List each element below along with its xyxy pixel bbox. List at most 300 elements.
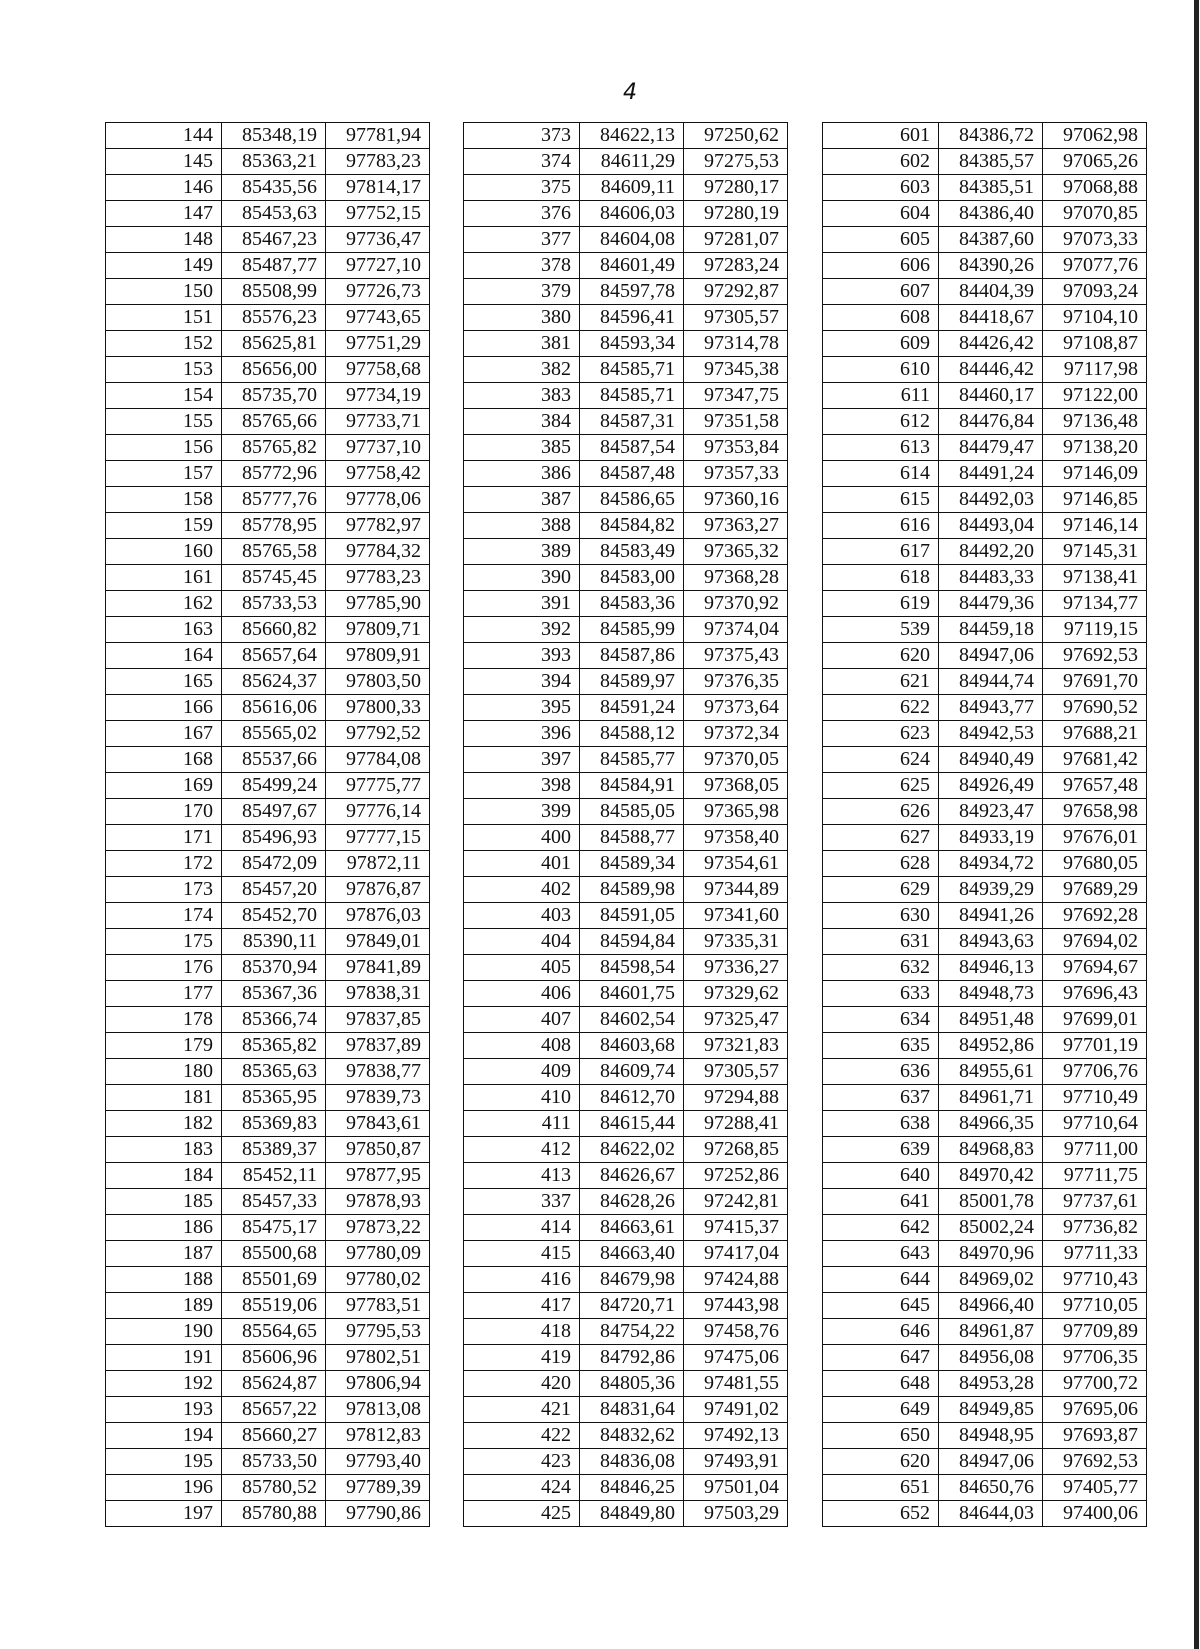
point-number: 620 <box>823 643 939 669</box>
point-number: 396 <box>464 721 580 747</box>
table-row <box>106 331 430 357</box>
point-number: 379 <box>464 279 580 305</box>
x-coordinate: 84583,36 <box>580 591 684 617</box>
y-coordinate: 97680,05 <box>1043 851 1147 877</box>
table-row <box>106 1345 430 1371</box>
table-row <box>464 383 788 409</box>
x-coordinate: 84947,06 <box>939 643 1043 669</box>
x-coordinate: 85576,23 <box>222 305 326 331</box>
y-coordinate: 97280,17 <box>684 175 788 201</box>
x-coordinate: 84390,26 <box>939 253 1043 279</box>
x-coordinate: 84601,49 <box>580 253 684 279</box>
x-coordinate: 85435,56 <box>222 175 326 201</box>
table-row <box>823 955 1147 981</box>
y-coordinate: 97104,10 <box>1043 305 1147 331</box>
point-number: 625 <box>823 773 939 799</box>
point-number: 383 <box>464 383 580 409</box>
point-number: 185 <box>106 1189 222 1215</box>
y-coordinate: 97676,01 <box>1043 825 1147 851</box>
table-row <box>464 1371 788 1397</box>
x-coordinate: 85657,22 <box>222 1397 326 1423</box>
point-number: 386 <box>464 461 580 487</box>
x-coordinate: 84939,29 <box>939 877 1043 903</box>
x-coordinate: 84953,28 <box>939 1371 1043 1397</box>
table-row <box>106 1371 430 1397</box>
point-number: 619 <box>823 591 939 617</box>
table-row <box>464 149 788 175</box>
y-coordinate: 97368,05 <box>684 773 788 799</box>
point-number: 373 <box>464 123 580 149</box>
table-row <box>464 955 788 981</box>
y-coordinate: 97780,02 <box>326 1267 430 1293</box>
point-number: 196 <box>106 1475 222 1501</box>
x-coordinate: 85365,63 <box>222 1059 326 1085</box>
y-coordinate: 97136,48 <box>1043 409 1147 435</box>
point-number: 164 <box>106 643 222 669</box>
y-coordinate: 97138,20 <box>1043 435 1147 461</box>
x-coordinate: 85365,82 <box>222 1033 326 1059</box>
x-coordinate: 85453,63 <box>222 201 326 227</box>
x-coordinate: 85001,78 <box>939 1189 1043 1215</box>
x-coordinate: 84586,65 <box>580 487 684 513</box>
table-row <box>823 1267 1147 1293</box>
point-number: 601 <box>823 123 939 149</box>
y-coordinate: 97108,87 <box>1043 331 1147 357</box>
table-row <box>464 643 788 669</box>
x-coordinate: 84626,67 <box>580 1163 684 1189</box>
x-coordinate: 84951,48 <box>939 1007 1043 1033</box>
x-coordinate: 84933,19 <box>939 825 1043 851</box>
point-number: 192 <box>106 1371 222 1397</box>
point-number: 398 <box>464 773 580 799</box>
point-number: 633 <box>823 981 939 1007</box>
point-number: 154 <box>106 383 222 409</box>
y-coordinate: 97688,21 <box>1043 721 1147 747</box>
x-coordinate: 84386,72 <box>939 123 1043 149</box>
y-coordinate: 97693,87 <box>1043 1423 1147 1449</box>
x-coordinate: 84598,54 <box>580 955 684 981</box>
point-number: 622 <box>823 695 939 721</box>
y-coordinate: 97743,65 <box>326 305 430 331</box>
point-number: 648 <box>823 1371 939 1397</box>
point-number: 634 <box>823 1007 939 1033</box>
point-number: 422 <box>464 1423 580 1449</box>
table-row <box>464 1189 788 1215</box>
point-number: 176 <box>106 955 222 981</box>
point-number: 611 <box>823 383 939 409</box>
coordinate-table-1 <box>105 122 430 1527</box>
table-row <box>106 1163 430 1189</box>
x-coordinate: 84593,34 <box>580 331 684 357</box>
x-coordinate: 84404,39 <box>939 279 1043 305</box>
y-coordinate: 97700,72 <box>1043 1371 1147 1397</box>
point-number: 174 <box>106 903 222 929</box>
x-coordinate: 84970,42 <box>939 1163 1043 1189</box>
point-number: 194 <box>106 1423 222 1449</box>
x-coordinate: 84926,49 <box>939 773 1043 799</box>
table-row <box>464 1345 788 1371</box>
y-coordinate: 97809,91 <box>326 643 430 669</box>
table-row <box>464 1397 788 1423</box>
y-coordinate: 97321,83 <box>684 1033 788 1059</box>
table-row <box>823 1033 1147 1059</box>
table-row <box>823 201 1147 227</box>
y-coordinate: 97275,53 <box>684 149 788 175</box>
y-coordinate: 97458,76 <box>684 1319 788 1345</box>
x-coordinate: 84492,03 <box>939 487 1043 513</box>
point-number: 621 <box>823 669 939 695</box>
point-number: 618 <box>823 565 939 591</box>
x-coordinate: 84583,00 <box>580 565 684 591</box>
x-coordinate: 85497,67 <box>222 799 326 825</box>
y-coordinate: 97802,51 <box>326 1345 430 1371</box>
table-row <box>823 903 1147 929</box>
point-number: 409 <box>464 1059 580 1085</box>
x-coordinate: 85452,70 <box>222 903 326 929</box>
y-coordinate: 97400,06 <box>1043 1501 1147 1527</box>
y-coordinate: 97736,82 <box>1043 1215 1147 1241</box>
y-coordinate: 97305,57 <box>684 305 788 331</box>
y-coordinate: 97305,57 <box>684 1059 788 1085</box>
point-number: 169 <box>106 773 222 799</box>
y-coordinate: 97370,05 <box>684 747 788 773</box>
x-coordinate: 84679,98 <box>580 1267 684 1293</box>
x-coordinate: 85606,96 <box>222 1345 326 1371</box>
point-number: 177 <box>106 981 222 1007</box>
table-row <box>464 1501 788 1527</box>
table-row <box>106 981 430 1007</box>
y-coordinate: 97070,85 <box>1043 201 1147 227</box>
y-coordinate: 97681,42 <box>1043 747 1147 773</box>
x-coordinate: 84426,42 <box>939 331 1043 357</box>
y-coordinate: 97780,09 <box>326 1241 430 1267</box>
x-coordinate: 84584,91 <box>580 773 684 799</box>
table-row <box>464 851 788 877</box>
y-coordinate: 97424,88 <box>684 1267 788 1293</box>
x-coordinate: 85745,45 <box>222 565 326 591</box>
point-number: 402 <box>464 877 580 903</box>
point-number: 197 <box>106 1501 222 1527</box>
point-number: 145 <box>106 149 222 175</box>
x-coordinate: 84622,02 <box>580 1137 684 1163</box>
table-row <box>106 1475 430 1501</box>
table-row <box>823 1137 1147 1163</box>
x-coordinate: 85656,00 <box>222 357 326 383</box>
table-row <box>106 1293 430 1319</box>
table-row <box>823 279 1147 305</box>
y-coordinate: 97694,02 <box>1043 929 1147 955</box>
x-coordinate: 85499,24 <box>222 773 326 799</box>
y-coordinate: 97375,43 <box>684 643 788 669</box>
y-coordinate: 97357,33 <box>684 461 788 487</box>
table-row <box>823 721 1147 747</box>
table-row <box>464 1111 788 1137</box>
y-coordinate: 97710,64 <box>1043 1111 1147 1137</box>
y-coordinate: 97417,04 <box>684 1241 788 1267</box>
table-row <box>106 721 430 747</box>
table-row <box>464 123 788 149</box>
y-coordinate: 97692,53 <box>1043 1449 1147 1475</box>
x-coordinate: 85519,06 <box>222 1293 326 1319</box>
y-coordinate: 97775,77 <box>326 773 430 799</box>
table-row <box>823 331 1147 357</box>
point-number: 189 <box>106 1293 222 1319</box>
y-coordinate: 97838,31 <box>326 981 430 1007</box>
y-coordinate: 97877,95 <box>326 1163 430 1189</box>
point-number: 420 <box>464 1371 580 1397</box>
y-coordinate: 97358,40 <box>684 825 788 851</box>
x-coordinate: 84609,74 <box>580 1059 684 1085</box>
point-number: 539 <box>823 617 939 643</box>
x-coordinate: 84446,42 <box>939 357 1043 383</box>
point-number: 165 <box>106 669 222 695</box>
point-number: 403 <box>464 903 580 929</box>
y-coordinate: 97872,11 <box>326 851 430 877</box>
table-row <box>464 201 788 227</box>
x-coordinate: 84792,86 <box>580 1345 684 1371</box>
y-coordinate: 97699,01 <box>1043 1007 1147 1033</box>
table-row <box>823 409 1147 435</box>
table-row <box>106 1215 430 1241</box>
table-row <box>106 669 430 695</box>
y-coordinate: 97795,53 <box>326 1319 430 1345</box>
table-row <box>464 1007 788 1033</box>
table-row <box>464 487 788 513</box>
x-coordinate: 84594,84 <box>580 929 684 955</box>
table-row <box>823 461 1147 487</box>
y-coordinate: 97784,08 <box>326 747 430 773</box>
x-coordinate: 85501,69 <box>222 1267 326 1293</box>
x-coordinate: 84585,71 <box>580 357 684 383</box>
y-coordinate: 97737,10 <box>326 435 430 461</box>
y-coordinate: 97777,15 <box>326 825 430 851</box>
y-coordinate: 97709,89 <box>1043 1319 1147 1345</box>
x-coordinate: 84591,05 <box>580 903 684 929</box>
y-coordinate: 97283,24 <box>684 253 788 279</box>
x-coordinate: 85457,20 <box>222 877 326 903</box>
table-row <box>464 565 788 591</box>
x-coordinate: 84609,11 <box>580 175 684 201</box>
table-row <box>823 1371 1147 1397</box>
y-coordinate: 97329,62 <box>684 981 788 1007</box>
x-coordinate: 84849,80 <box>580 1501 684 1527</box>
y-coordinate: 97373,64 <box>684 695 788 721</box>
table-row <box>823 435 1147 461</box>
page-edge-line <box>1194 0 1199 1649</box>
point-number: 649 <box>823 1397 939 1423</box>
x-coordinate: 85467,23 <box>222 227 326 253</box>
point-number: 163 <box>106 617 222 643</box>
point-number: 650 <box>823 1423 939 1449</box>
table-row <box>106 435 430 461</box>
y-coordinate: 97692,28 <box>1043 903 1147 929</box>
y-coordinate: 97809,71 <box>326 617 430 643</box>
y-coordinate: 97793,40 <box>326 1449 430 1475</box>
x-coordinate: 85537,66 <box>222 747 326 773</box>
y-coordinate: 97726,73 <box>326 279 430 305</box>
table-row <box>464 1241 788 1267</box>
table-row <box>823 357 1147 383</box>
y-coordinate: 97138,41 <box>1043 565 1147 591</box>
table-row <box>106 1267 430 1293</box>
point-number: 425 <box>464 1501 580 1527</box>
point-number: 188 <box>106 1267 222 1293</box>
y-coordinate: 97146,09 <box>1043 461 1147 487</box>
y-coordinate: 97491,02 <box>684 1397 788 1423</box>
y-coordinate: 97843,61 <box>326 1111 430 1137</box>
point-number: 393 <box>464 643 580 669</box>
table-row <box>106 227 430 253</box>
y-coordinate: 97789,39 <box>326 1475 430 1501</box>
x-coordinate: 84923,47 <box>939 799 1043 825</box>
point-number: 160 <box>106 539 222 565</box>
y-coordinate: 97280,19 <box>684 201 788 227</box>
y-coordinate: 97850,87 <box>326 1137 430 1163</box>
table-row <box>823 929 1147 955</box>
y-coordinate: 97405,77 <box>1043 1475 1147 1501</box>
y-coordinate: 97711,00 <box>1043 1137 1147 1163</box>
table-row <box>464 799 788 825</box>
y-coordinate: 97145,31 <box>1043 539 1147 565</box>
x-coordinate: 84961,71 <box>939 1085 1043 1111</box>
x-coordinate: 84596,41 <box>580 305 684 331</box>
table-row <box>823 669 1147 695</box>
y-coordinate: 97837,85 <box>326 1007 430 1033</box>
x-coordinate: 84832,62 <box>580 1423 684 1449</box>
y-coordinate: 97792,52 <box>326 721 430 747</box>
point-number: 629 <box>823 877 939 903</box>
x-coordinate: 84606,03 <box>580 201 684 227</box>
table-row <box>823 1475 1147 1501</box>
x-coordinate: 85487,77 <box>222 253 326 279</box>
x-coordinate: 84934,72 <box>939 851 1043 877</box>
table-row <box>106 123 430 149</box>
x-coordinate: 84597,78 <box>580 279 684 305</box>
y-coordinate: 97268,85 <box>684 1137 788 1163</box>
point-number: 411 <box>464 1111 580 1137</box>
y-coordinate: 97737,61 <box>1043 1189 1147 1215</box>
point-number: 603 <box>823 175 939 201</box>
y-coordinate: 97122,00 <box>1043 383 1147 409</box>
table-row <box>823 1319 1147 1345</box>
table-row <box>106 565 430 591</box>
point-number: 408 <box>464 1033 580 1059</box>
point-number: 602 <box>823 149 939 175</box>
point-number: 413 <box>464 1163 580 1189</box>
x-coordinate: 84591,24 <box>580 695 684 721</box>
y-coordinate: 97778,06 <box>326 487 430 513</box>
y-coordinate: 97692,53 <box>1043 643 1147 669</box>
x-coordinate: 85624,87 <box>222 1371 326 1397</box>
table-row <box>106 409 430 435</box>
table-row <box>464 539 788 565</box>
table-row <box>823 1423 1147 1449</box>
table-row <box>106 279 430 305</box>
x-coordinate: 85002,24 <box>939 1215 1043 1241</box>
point-number: 187 <box>106 1241 222 1267</box>
point-number: 652 <box>823 1501 939 1527</box>
table-row <box>823 1241 1147 1267</box>
table-row <box>464 1293 788 1319</box>
table-row <box>823 1215 1147 1241</box>
y-coordinate: 97365,98 <box>684 799 788 825</box>
y-coordinate: 97785,90 <box>326 591 430 617</box>
table-row <box>464 825 788 851</box>
point-number: 620 <box>823 1449 939 1475</box>
x-coordinate: 85765,66 <box>222 409 326 435</box>
table-row <box>823 1501 1147 1527</box>
y-coordinate: 97354,61 <box>684 851 788 877</box>
y-coordinate: 97351,58 <box>684 409 788 435</box>
table-row <box>106 175 430 201</box>
y-coordinate: 97341,60 <box>684 903 788 929</box>
y-coordinate: 97314,78 <box>684 331 788 357</box>
point-number: 421 <box>464 1397 580 1423</box>
point-number: 144 <box>106 123 222 149</box>
x-coordinate: 84644,03 <box>939 1501 1043 1527</box>
table-row <box>823 513 1147 539</box>
table-row <box>464 1059 788 1085</box>
table-row <box>106 877 430 903</box>
y-coordinate: 97876,87 <box>326 877 430 903</box>
x-coordinate: 84947,06 <box>939 1449 1043 1475</box>
table-row <box>823 1345 1147 1371</box>
table-row <box>464 1137 788 1163</box>
x-coordinate: 84943,77 <box>939 695 1043 721</box>
point-number: 639 <box>823 1137 939 1163</box>
point-number: 412 <box>464 1137 580 1163</box>
table-row <box>106 1241 430 1267</box>
x-coordinate: 84612,70 <box>580 1085 684 1111</box>
table-row <box>823 1189 1147 1215</box>
x-coordinate: 85564,65 <box>222 1319 326 1345</box>
x-coordinate: 84385,57 <box>939 149 1043 175</box>
y-coordinate: 97288,41 <box>684 1111 788 1137</box>
x-coordinate: 84585,05 <box>580 799 684 825</box>
x-coordinate: 85363,21 <box>222 149 326 175</box>
table-row <box>464 253 788 279</box>
y-coordinate: 97878,93 <box>326 1189 430 1215</box>
point-number: 608 <box>823 305 939 331</box>
x-coordinate: 84754,22 <box>580 1319 684 1345</box>
x-coordinate: 84601,75 <box>580 981 684 1007</box>
table-row <box>823 1163 1147 1189</box>
y-coordinate: 97706,76 <box>1043 1059 1147 1085</box>
table-row <box>464 773 788 799</box>
x-coordinate: 84491,24 <box>939 461 1043 487</box>
table-row <box>106 1111 430 1137</box>
point-number: 643 <box>823 1241 939 1267</box>
table-row <box>464 929 788 955</box>
table-row <box>464 175 788 201</box>
x-coordinate: 84944,74 <box>939 669 1043 695</box>
x-coordinate: 84831,64 <box>580 1397 684 1423</box>
y-coordinate: 97838,77 <box>326 1059 430 1085</box>
table-row <box>106 773 430 799</box>
table-row <box>106 1137 430 1163</box>
y-coordinate: 97294,88 <box>684 1085 788 1111</box>
table-row <box>464 981 788 1007</box>
table-row <box>464 435 788 461</box>
table-row <box>464 721 788 747</box>
table-row <box>823 1111 1147 1137</box>
y-coordinate: 97706,35 <box>1043 1345 1147 1371</box>
point-number: 418 <box>464 1319 580 1345</box>
x-coordinate: 84418,67 <box>939 305 1043 331</box>
point-number: 405 <box>464 955 580 981</box>
point-number: 158 <box>106 487 222 513</box>
y-coordinate: 97783,51 <box>326 1293 430 1319</box>
